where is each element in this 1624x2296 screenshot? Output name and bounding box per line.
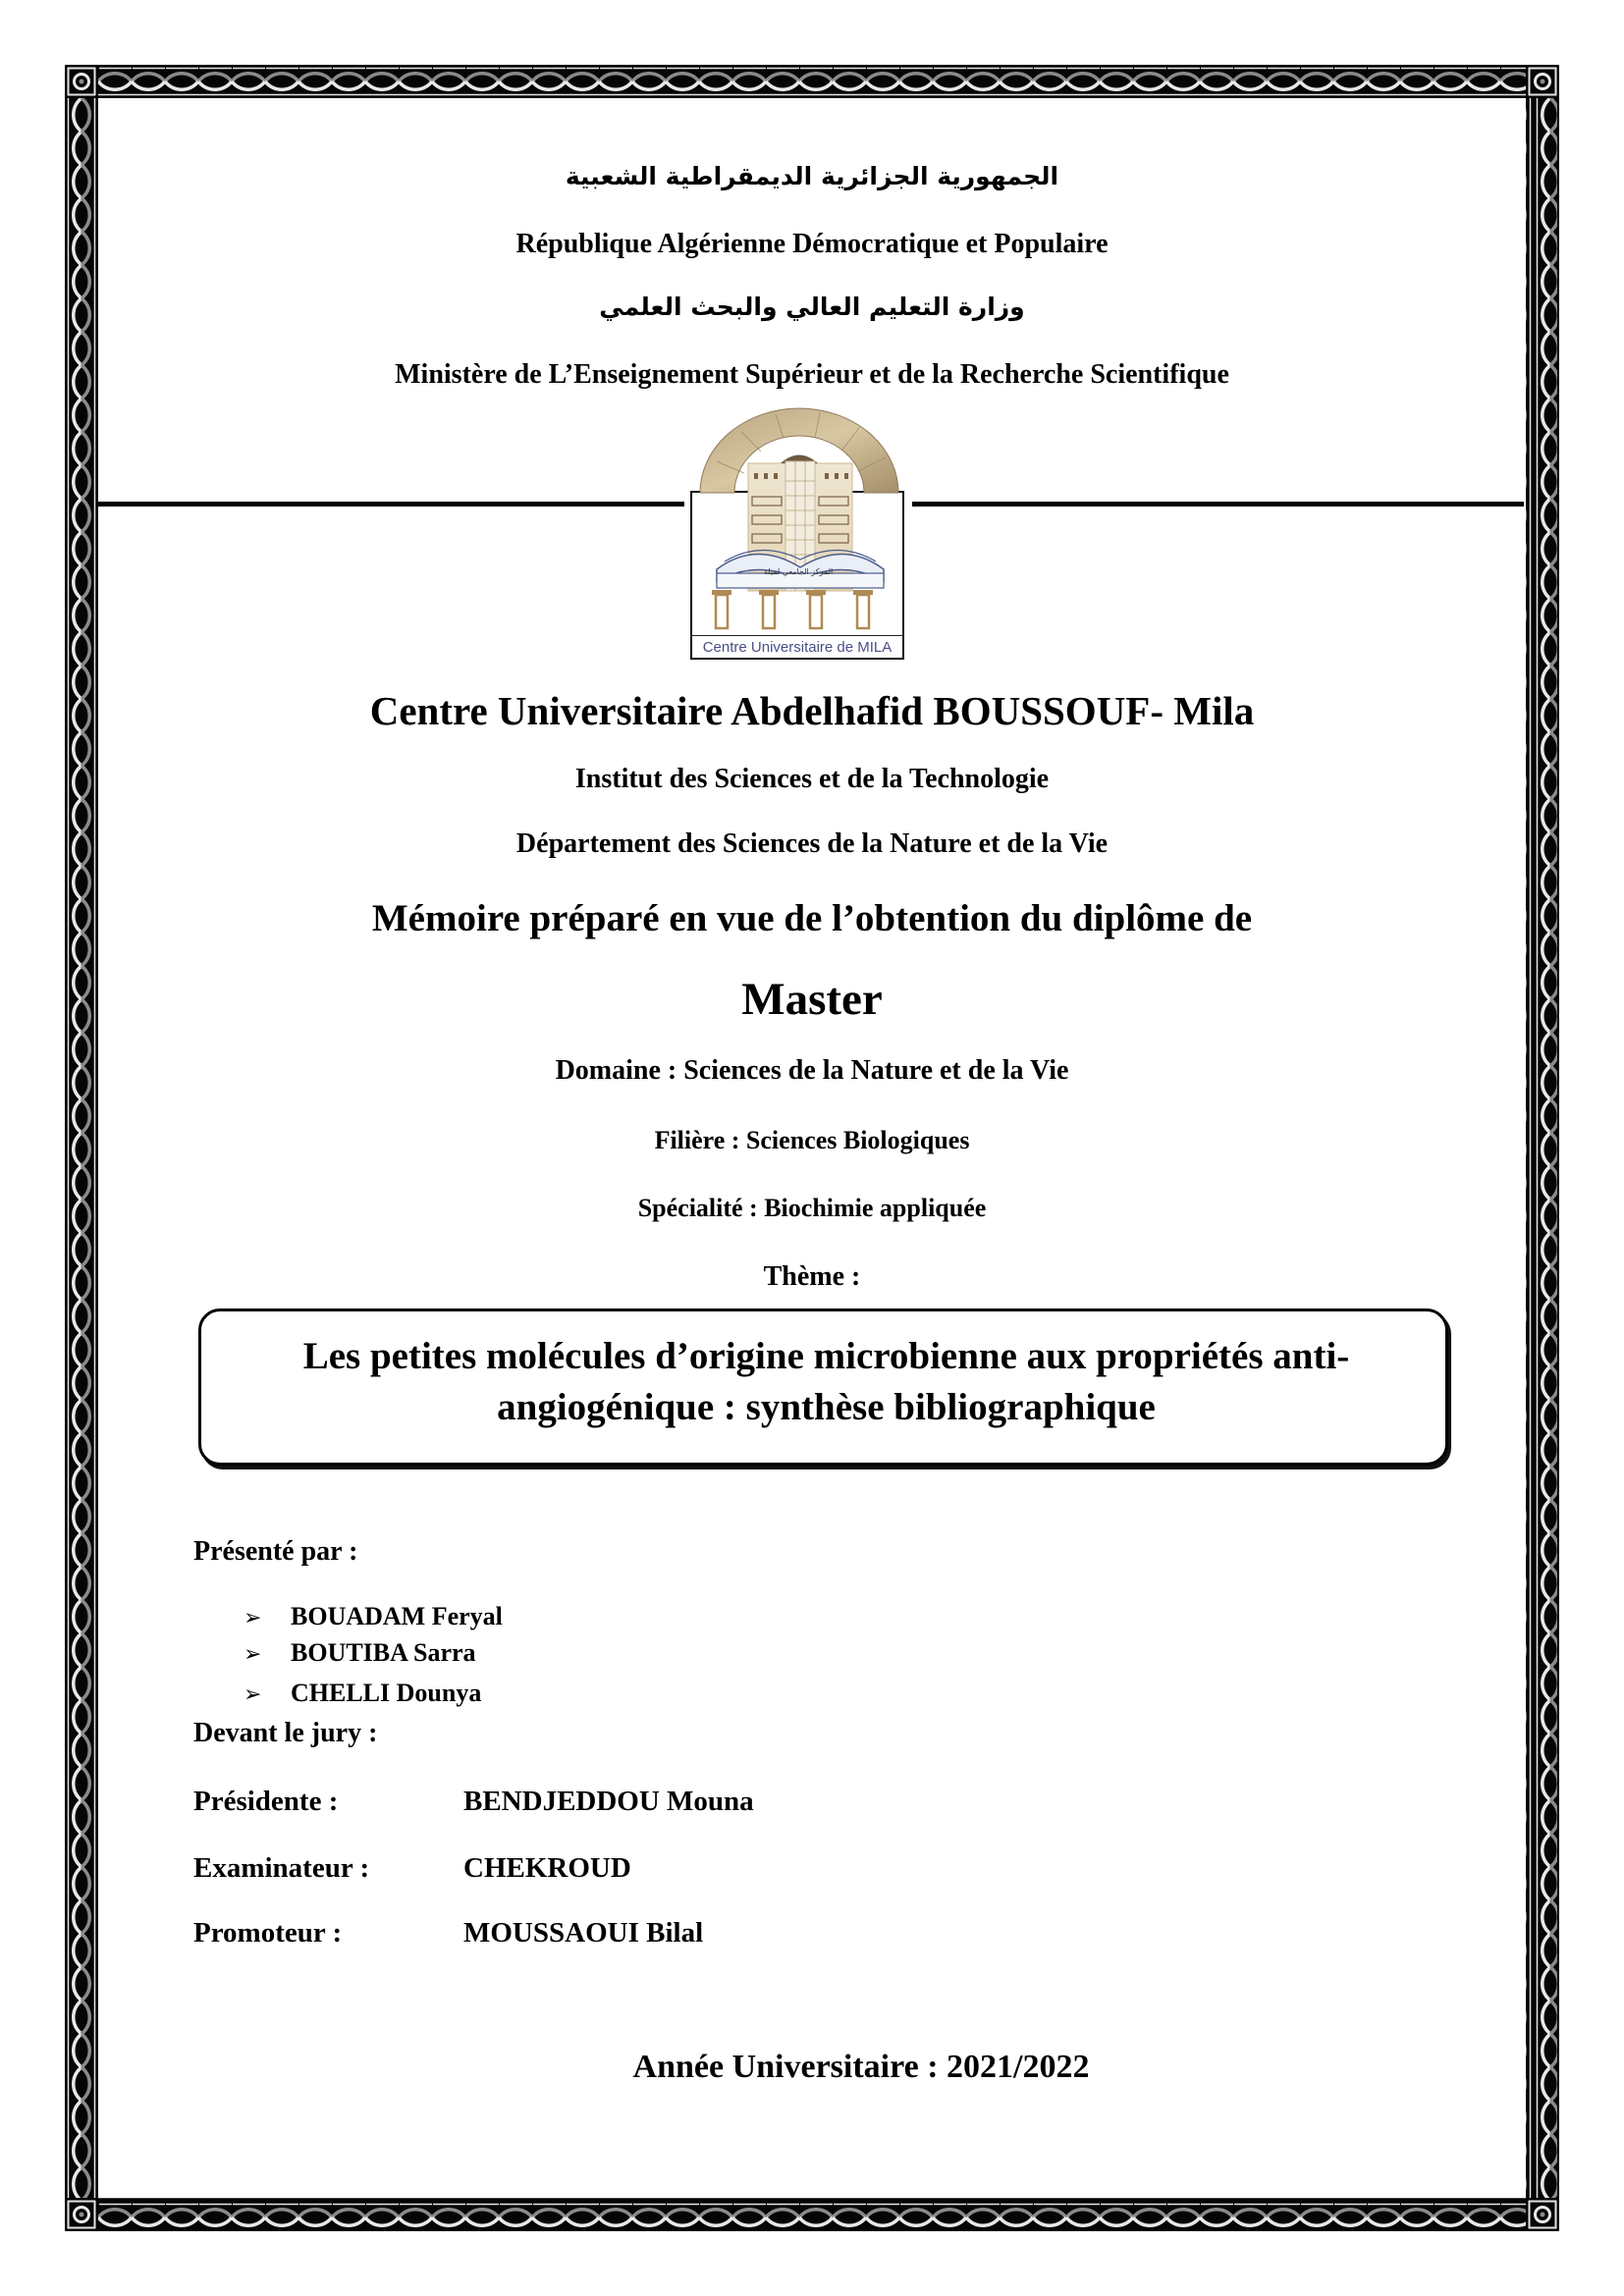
arrow-bullet-icon: ➢ (244, 1682, 262, 1707)
theme-label: Thème : (763, 1261, 861, 1292)
jury-label: Devant le jury : (193, 1718, 378, 1748)
specialty-line: Spécialité : Biochimie appliquée (637, 1194, 987, 1222)
jury-row-supervisor (193, 1917, 704, 1949)
left-divider-line (98, 502, 684, 507)
jury-member-name: BENDJEDDOU Mouna (463, 1786, 754, 1817)
arabic-republic-heading: الجمهورية الجزائرية الديمقراطية الشعبية (565, 162, 1059, 190)
arrow-bullet-icon: ➢ (244, 1642, 262, 1667)
presented-by-label: Présenté par : (193, 1536, 358, 1567)
logo-caption: Centre Universitaire de MILA (690, 635, 904, 660)
domain-line: Domaine : Sciences de la Nature et de la Vie (555, 1055, 1069, 1086)
jury-member-name: MOUSSAOUI Bilal (463, 1917, 704, 1949)
institution-name: Centre Universitaire Abdelhafid BOUSSOUF- Mila (369, 688, 1255, 733)
author-item (244, 1638, 476, 1668)
author-item (244, 1679, 481, 1708)
republic-heading: République Algérienne Démocratique et Populaire (515, 229, 1109, 259)
logo-arabic-label: المركز الجامعي لميلة (763, 567, 834, 576)
right-divider-line (912, 502, 1524, 507)
jury-role: Examinateur : (193, 1852, 370, 1884)
thesis-intro: Mémoire préparé en vue de l’obtention du diplôme de (371, 897, 1253, 939)
jury-role: Présidente : (193, 1786, 339, 1817)
department-name: Département des Sciences de la Nature et de la Vie (515, 828, 1109, 859)
jury-row-examiner (193, 1852, 631, 1885)
author-name: CHELLI Dounya (291, 1679, 482, 1707)
academic-year: Année Universitaire : 2021/2022 (632, 2049, 1090, 2085)
jury-role: Promoteur : (193, 1917, 343, 1949)
author-name: BOUTIBA Sarra (291, 1638, 476, 1667)
jury-row-president (193, 1786, 754, 1818)
arrow-bullet-icon: ➢ (244, 1606, 262, 1630)
author-item (244, 1602, 503, 1631)
ministry-heading: Ministère de L’Enseignement Supérieur et de la Recherche Scientifique (395, 359, 1229, 390)
degree-title: Master (741, 974, 883, 1025)
jury-member-name: CHEKROUD (463, 1852, 631, 1884)
author-name: BOUADAM Feryal (291, 1602, 503, 1630)
theme-box (198, 1308, 1448, 1466)
institute-name: Institut des Sciences et de la Technologie (574, 764, 1050, 794)
theme-title-line-2: angiogénique : synthèse bibliographique (497, 1386, 1156, 1428)
theme-title (215, 1331, 1437, 1433)
field-line: Filière : Sciences Biologiques (654, 1126, 970, 1154)
logo-arch-building-icon (687, 402, 915, 638)
university-logo (687, 402, 915, 667)
theme-title-line-1: Les petites molécules d’origine microbienne aux propriétés anti- (302, 1335, 1350, 1377)
arabic-ministry-heading: وزارة التعليم العالي والبحث العلمي (599, 293, 1025, 321)
